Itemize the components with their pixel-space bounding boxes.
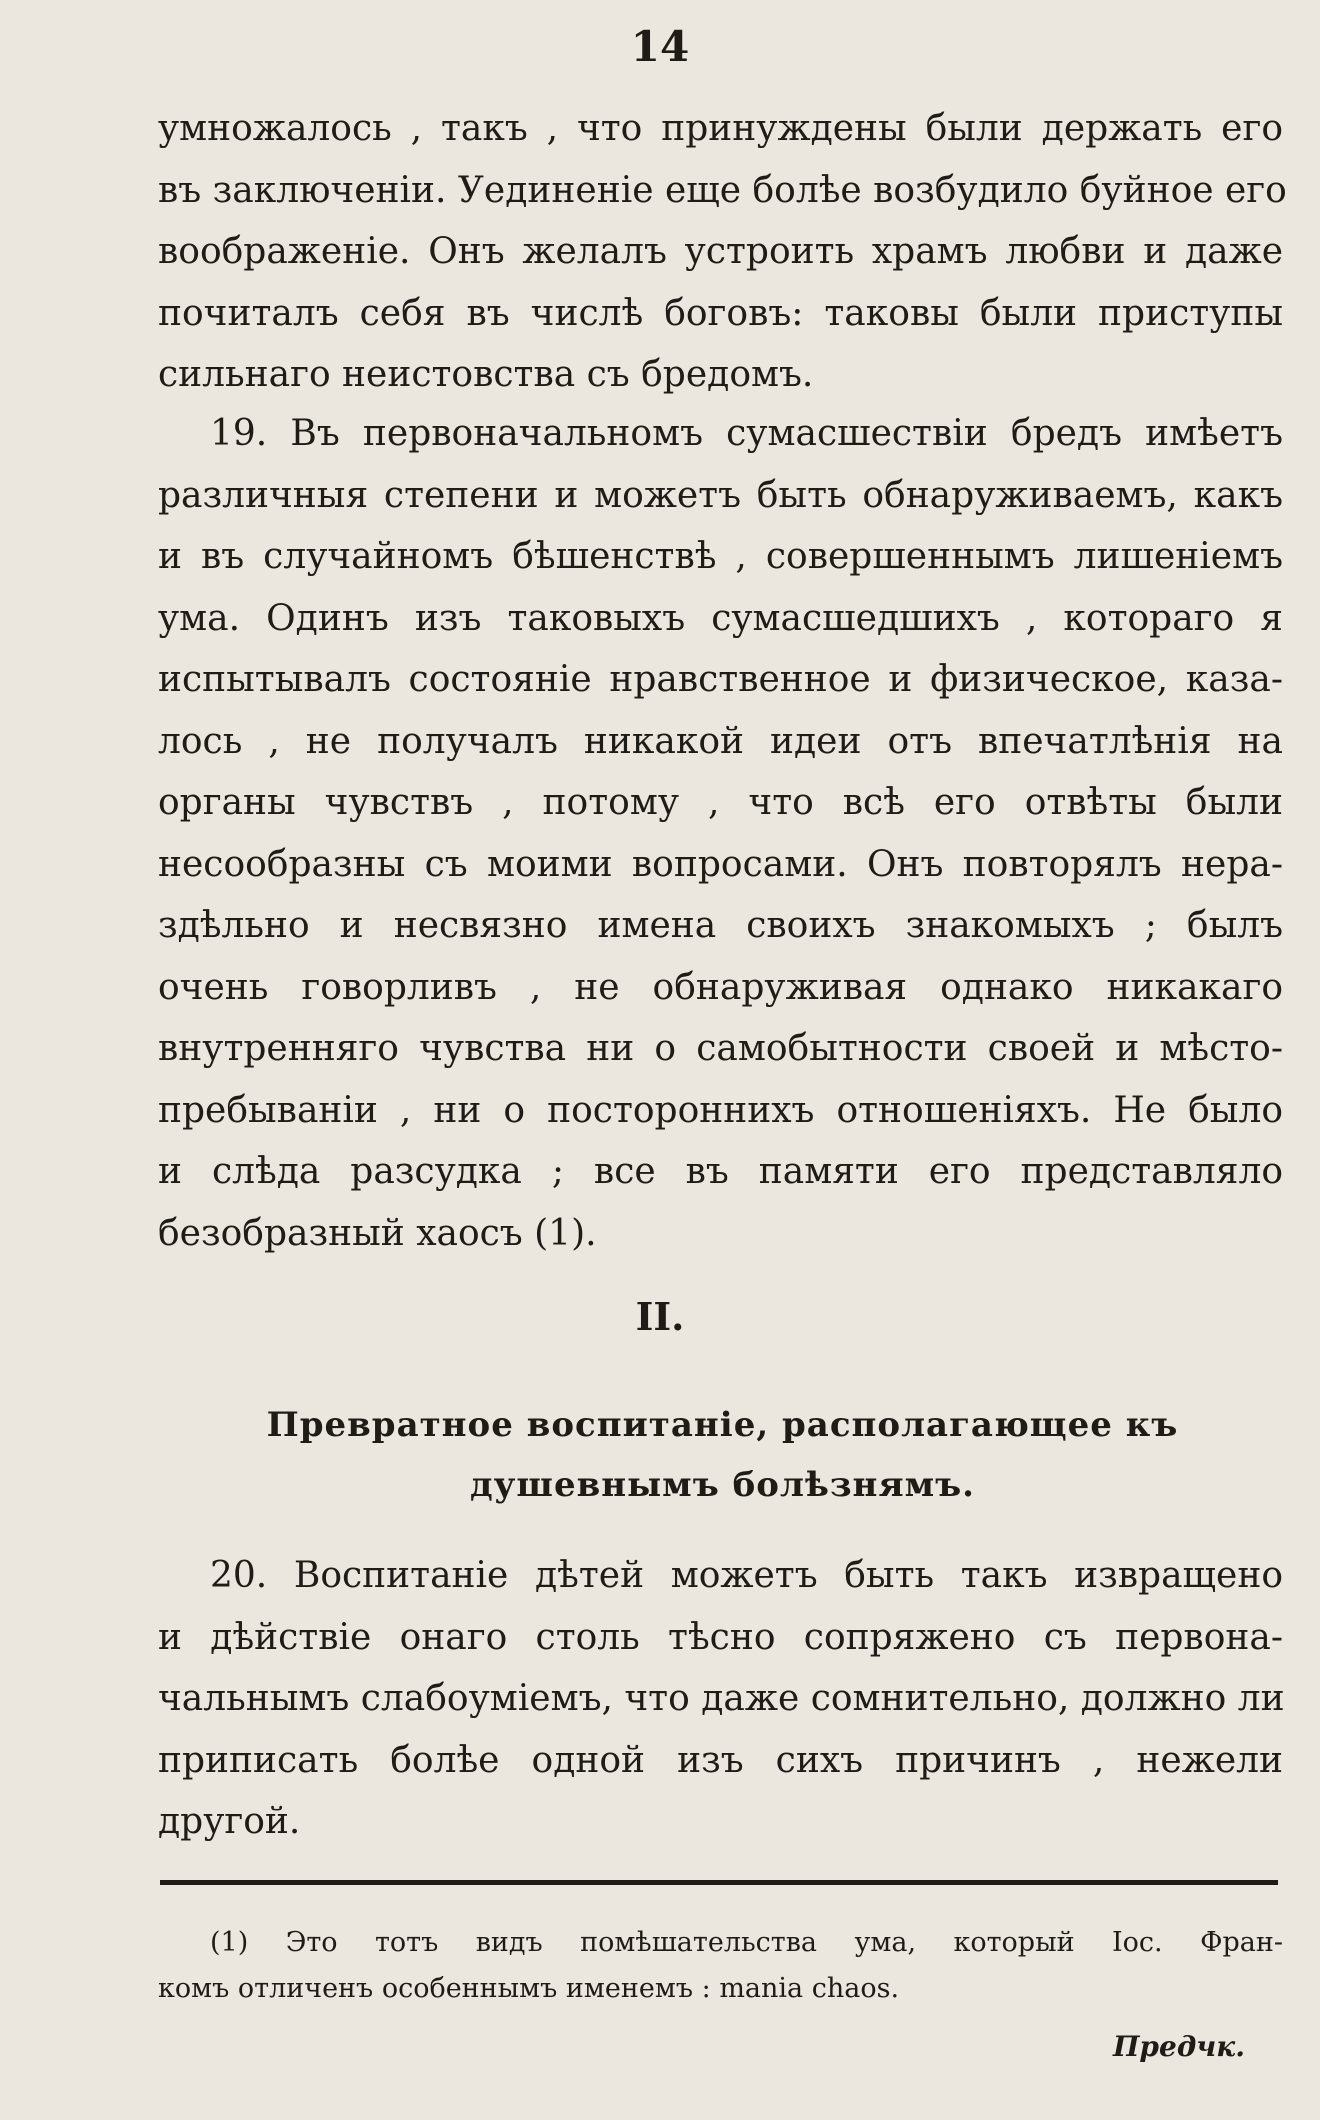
paragraph-19 bbox=[158, 403, 1283, 1264]
section-number: II. bbox=[635, 1294, 685, 1339]
text-line: 20. Воспитаніе дѣтей можетъ быть такъ извращено bbox=[210, 1555, 1283, 1596]
section-title bbox=[200, 1395, 1245, 1515]
paragraph-20 bbox=[158, 1545, 1283, 1853]
text-line: умножалось , такъ , что принуждены были держать его bbox=[158, 108, 1283, 149]
footnote-line: комъ отличенъ особеннымъ именемъ : mania chaos. bbox=[158, 1973, 900, 2004]
text-line: ума. Одинъ изъ таковыхъ сумасшедшихъ , котораго я bbox=[158, 597, 1283, 639]
text-line: несообразны съ моими вопросами. Онъ повторялъ нера- bbox=[158, 843, 1283, 885]
section-title-line: Превратное воспитаніе, располагающее къ bbox=[266, 1405, 1179, 1445]
text-line: почиталъ себя въ числѣ боговъ: таковы были приступы bbox=[158, 292, 1283, 334]
paragraph-18-continuation bbox=[158, 98, 1287, 406]
text-line: въ заключеніи. Уединеніе еще болѣе возбудило буйное его bbox=[158, 169, 1287, 211]
text-line: внутренняго чувства ни о самобытности своей и мѣсто- bbox=[158, 1028, 1283, 1069]
text-line: другой. bbox=[158, 1801, 301, 1842]
text-line: и дѣйствіе онаго столь тѣсно сопряжено съ первона- bbox=[158, 1616, 1283, 1658]
catchword: Предчк. bbox=[1112, 2030, 1245, 2063]
footnote bbox=[158, 1920, 1283, 2012]
text-line: сильнаго неистовства съ бредомъ. bbox=[158, 354, 814, 395]
text-line: лось , не получалъ никакой идеи отъ впечатлѣнія на bbox=[158, 720, 1283, 762]
text-line: приписать болѣе одной изъ сихъ причинъ , нежели bbox=[158, 1739, 1283, 1781]
footnote-divider bbox=[160, 1880, 1278, 1885]
text-line: очень говорливъ , не обнаруживая однако никакаго bbox=[158, 966, 1283, 1008]
text-line: и въ случайномъ бѣшенствѣ , совершеннымъ лишеніемъ bbox=[158, 536, 1283, 577]
text-line: чальнымъ слабоуміемъ, что даже сомнительно, должно ли bbox=[158, 1678, 1285, 1719]
text-line: органы чувствъ , потому , что всѣ его отвѣты были bbox=[158, 782, 1283, 823]
text-line: 19. Въ первоначальномъ сумасшествіи бредъ имѣетъ bbox=[210, 413, 1283, 454]
text-line: испытывалъ состояніе нравственное и физическое, каза- bbox=[158, 659, 1283, 700]
section-title-line: душевнымъ болѣзнямъ. bbox=[469, 1465, 976, 1505]
text-line: пребываніи , ни о постороннихъ отношеніяхъ. Не было bbox=[158, 1089, 1283, 1131]
footnote-line: (1) Это тотъ видъ помѣшательства ума, который Іос. Фран- bbox=[210, 1927, 1283, 1958]
text-line: безобразный хаосъ (1). bbox=[158, 1212, 597, 1254]
text-line: и слѣда разсудка ; все въ памяти его представляло bbox=[158, 1151, 1283, 1192]
text-line: здѣльно и несвязно имена своихъ знакомыхъ ; былъ bbox=[158, 905, 1283, 946]
text-line: различныя степени и можетъ быть обнаруживаемъ, какъ bbox=[158, 474, 1283, 516]
page-number: 14 bbox=[630, 22, 690, 71]
text-line: воображеніе. Онъ желалъ устроить храмъ любви и даже bbox=[158, 231, 1283, 272]
